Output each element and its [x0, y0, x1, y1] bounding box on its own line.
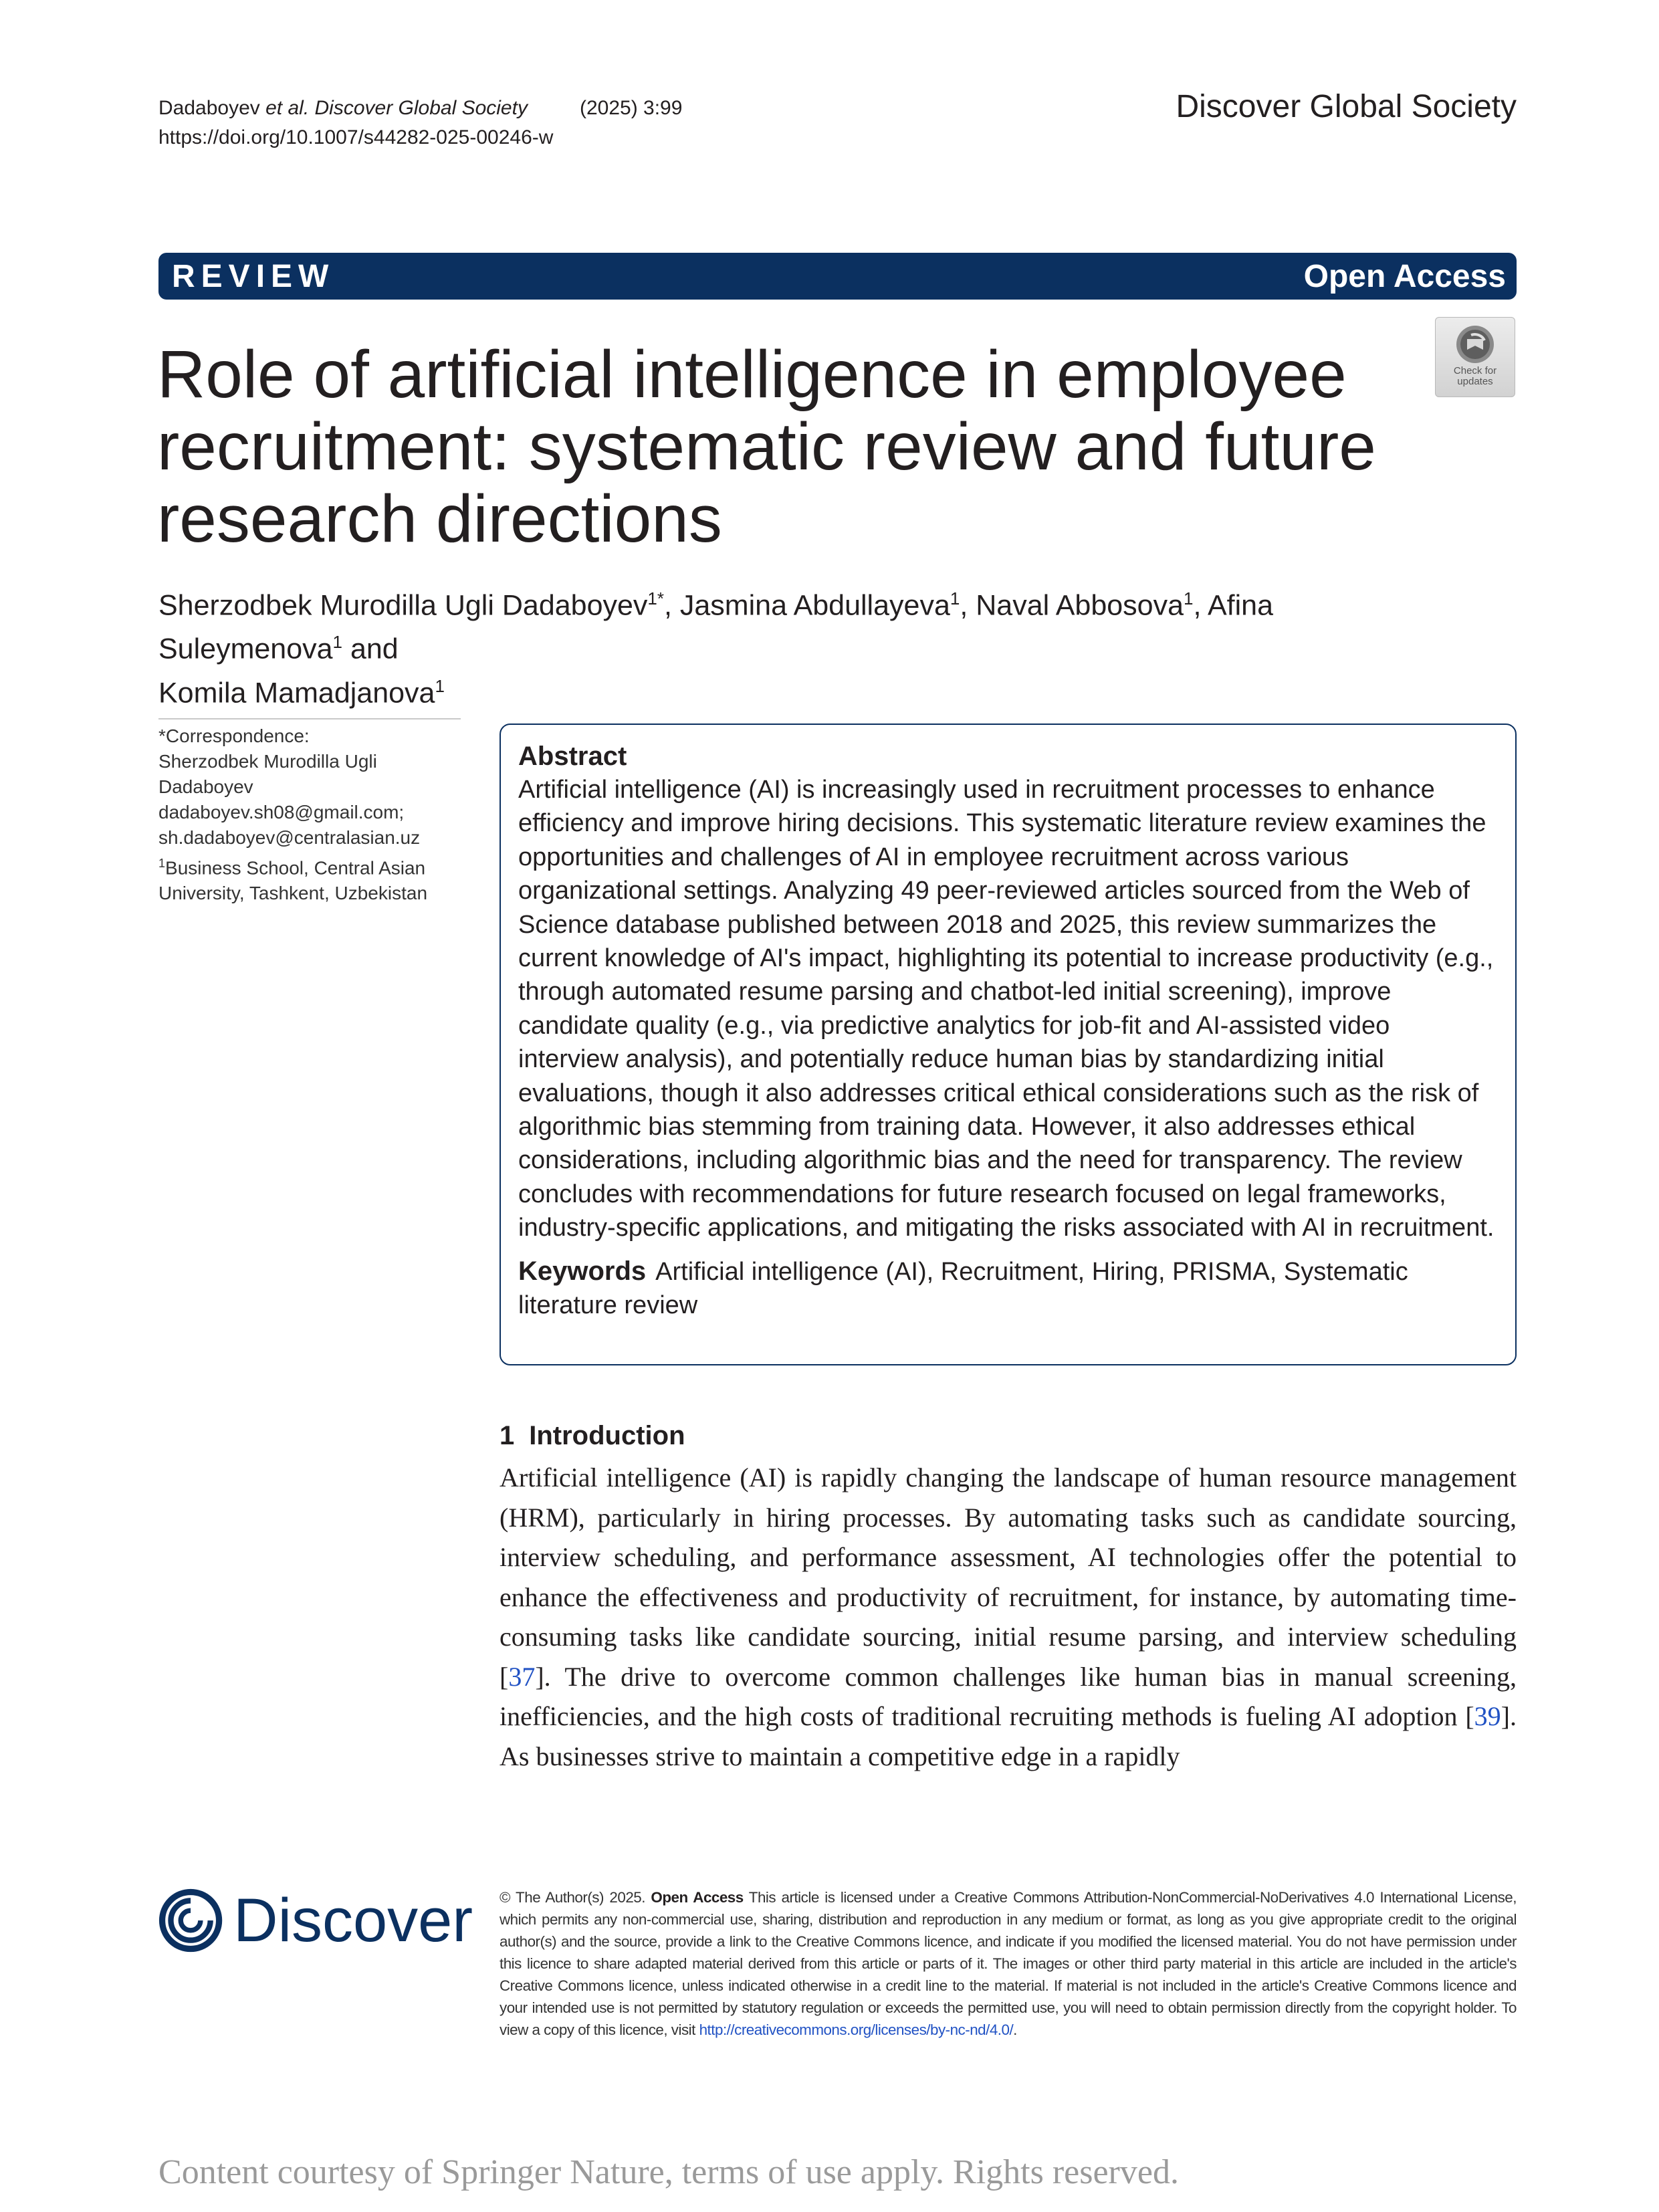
section-title: Introduction — [529, 1421, 685, 1450]
citation-line — [158, 94, 682, 123]
affiliation-mark: 1 — [158, 857, 166, 870]
intro-text-part: ]. As businesses strive to maintain a competitive edge in a rapidly — [500, 1701, 1517, 1771]
abstract-box — [500, 724, 1517, 1365]
check-for-updates-badge[interactable] — [1435, 317, 1515, 397]
article-type-label: REVIEW — [172, 258, 335, 294]
affiliation-text: Business School, Central Asian University, Tashkent, Uzbekistan — [158, 857, 428, 904]
copyright-notice: © The Author(s) 2025. — [500, 1889, 645, 1906]
introduction-paragraph — [500, 1458, 1517, 1776]
discover-logo — [158, 1880, 473, 1961]
author-affiliation-mark: 1 — [435, 675, 445, 696]
abstract-heading: Abstract — [518, 742, 627, 771]
volume-info: (2025) 3:99 — [579, 97, 683, 119]
correspondence-divider — [158, 718, 461, 720]
check-updates-label: Check for updates — [1453, 365, 1497, 387]
citation-link[interactable]: 37 — [508, 1661, 536, 1692]
citation-link[interactable]: 39 — [1474, 1701, 1501, 1731]
correspondence-name: Sherzodbek Murodilla Ugli Dadaboyev — [158, 751, 377, 797]
abstract-text: Artificial intelligence (AI) is increasingly used in recruitment processes to enhance efficiency and improve hiring decisions. This systematic literature review examines the opportunities and challenges of AI in employee recruitment across various organizational settings. Analyzing 49 peer-reviewed articles sourced from the Web of Science database published between 2018 and 2025, this review summarizes the current knowledge of AI's impact, highlighting its potential to increase productivity (e.g., through automated resume parsing and chatbot-led initial screening), improve candidate quality (e.g., via predictive analytics for job-fit and AI-assisted video interview analysis), and potentially reduce human bias by standardizing initial evaluations, though it also addresses critical ethical considerations such as the risk of algorithmic bias stemming from training data. However, it also addresses ethical considerations, including algorithmic bias and the need for transparency. The review concludes with recommendations for future research focused on legal frameworks, industry-specific applications, and mitigating the risks associated with AI in recruitment. — [518, 776, 1495, 1242]
author-name: Komila Mamadjanova — [158, 676, 435, 709]
author-name: Afina Suleymenova — [158, 589, 1274, 665]
section-number: 1 — [500, 1421, 515, 1450]
discover-circle-icon — [158, 1886, 223, 1955]
correspondence-email-1[interactable]: dadaboyev.sh08@gmail.com; — [158, 802, 405, 822]
author-name: Naval Abbosova — [976, 589, 1184, 622]
author-affiliation-mark: 1 — [332, 632, 343, 653]
license-text: This article is licensed under a Creative Commons Attribution-NonCommercial-NoDerivatives 4.0 International License, which permits any non-commercial use, sharing, distribution and reproduction in any medium or format, as long as you give appropriate credit to the original author(s) and the source, provide a link to the Creative Commons licence, and indicate if you modified the licensed material. You do not have permission under this licence to share adapted material derived from this article or parts of it. The images or other third party material in this article are included in the article's Creative Commons licence, unless indicated otherwise in a credit line to the material. If material is not included in the article's Creative Commons licence and your intended use is not permitted by statutory regulation or exceeds the permitted use, you will need to obtain permission directly from the copyright holder. To view a copy of this licence, visit — [500, 1889, 1517, 2038]
keywords-list: Artificial intelligence (AI), Recruitment, Hiring, PRISMA, Systematic literature review — [518, 1257, 1408, 1320]
license-end: . — [1013, 2021, 1017, 2038]
discover-wordmark: Discover — [233, 1886, 473, 1955]
keywords-label: Keywords — [518, 1256, 647, 1286]
author-name: Sherzodbek Murodilla Ugli Dadaboyev — [158, 589, 648, 622]
intro-text-part: ]. The drive to overcome common challenges like human bias in manual screening, inefficiencies, and the high costs of traditional recruiting methods is fueling AI adoption [ — [500, 1661, 1517, 1731]
correspondence-label: *Correspondence: — [158, 726, 310, 746]
article-title: Role of artificial intelligence in employee recruitment: systematic review and future research directions — [157, 337, 1376, 556]
keywords-line — [518, 1254, 1497, 1323]
author-name: Jasmina Abdullayeva — [679, 589, 950, 622]
journal-name: Discover Global Society — [1176, 89, 1517, 124]
author-list: Sherzodbek Murodilla Ugli Dadaboyev$^{1*}$, Jasmina Abdullayeva$^1$, Naval Abbosova$^1$, Afina Suleymenova$^1$ and Komila Mamadjanova$^1$ — [158, 588, 1274, 709]
open-access-label: Open Access — [1303, 258, 1506, 294]
check-updates-icon — [1454, 323, 1497, 366]
author-affiliation-mark: 1 — [1184, 588, 1194, 609]
affiliation — [158, 851, 459, 906]
footer-courtesy-notice: Content courtesy of Springer Nature, terms of use apply. Rights reserved. — [158, 2153, 1179, 2191]
correspondence-block — [158, 724, 459, 906]
license-url[interactable]: http://creativecommons.org/licenses/by-nc-nd/4.0/ — [699, 2021, 1014, 2038]
license-statement — [500, 1886, 1517, 2041]
article-type-banner — [158, 253, 1517, 300]
doi-link[interactable]: https://doi.org/10.1007/s44282-025-00246-w — [158, 126, 554, 148]
journal-italic: et al. Discover Global Society — [265, 97, 528, 119]
first-author: Dadaboyev — [158, 97, 260, 119]
intro-text-part: Artificial intelligence (AI) is rapidly changing the landscape of human resource management (HRM), particularly in hiring processes. By automating tasks such as candidate sourcing, interview scheduling, and performance assessment, AI technologies offer the potential to enhance the effectiveness and productivity of recruitment, for instance, by automating time-consuming tasks like candidate sourcing, initial resume parsing, and interview scheduling [ — [500, 1462, 1517, 1692]
author-affiliation-mark: 1* — [647, 588, 664, 609]
open-access-label-inline: Open Access — [651, 1889, 744, 1906]
section-heading-introduction — [500, 1421, 685, 1451]
author-affiliation-mark: 1 — [950, 588, 960, 609]
running-header — [158, 94, 682, 152]
correspondence-email-2[interactable]: sh.dadaboyev@centralasian.uz — [158, 827, 421, 848]
